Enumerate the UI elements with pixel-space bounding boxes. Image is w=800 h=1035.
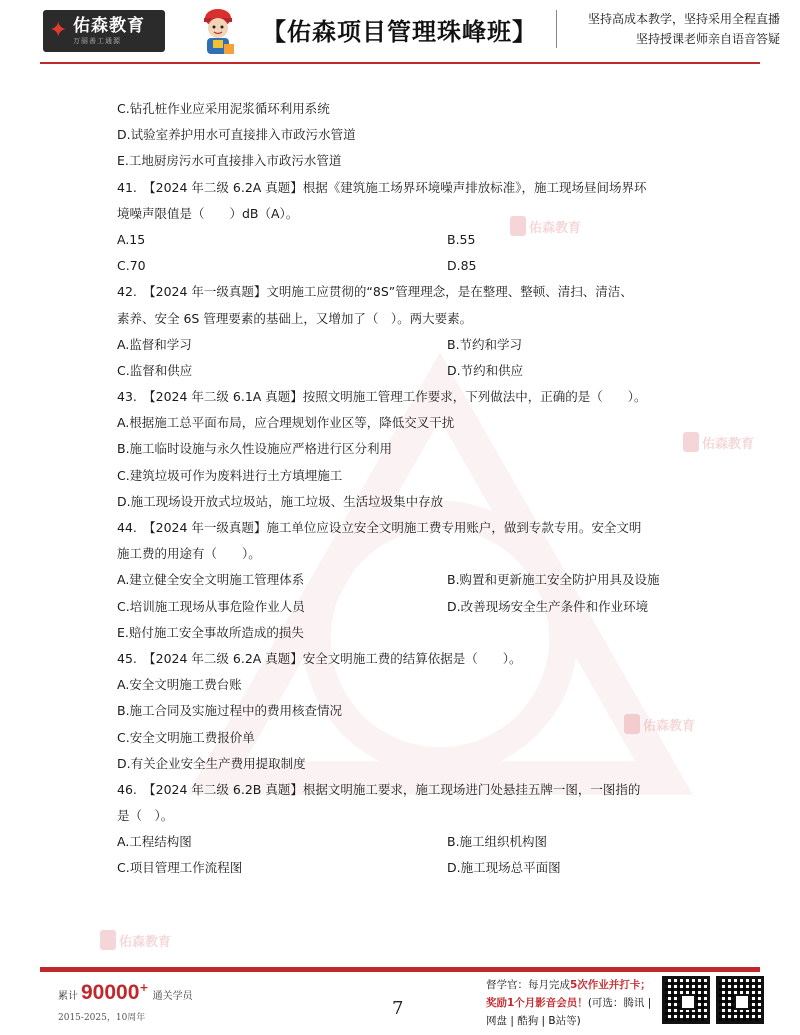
question-46-option-a: A.工程结构图 bbox=[117, 834, 192, 850]
stats-number: 90000 bbox=[81, 981, 140, 1004]
option-line: C.钻孔桩作业应采用泥浆循环利用系统 bbox=[117, 101, 330, 116]
promo-options: (可选：腾讯 | 网盘 | 酷狗 | B站等) bbox=[486, 997, 652, 1027]
question-41-option-d: D.85 bbox=[447, 258, 477, 274]
question-43-option-b: B.施工临时设施与永久性设施应严格进行区分利用 bbox=[117, 441, 393, 457]
question-44-options-row bbox=[117, 594, 687, 620]
question-43-stem: 43. 【2024 年二级 6.1A 真题】按照文明施工管理工作要求，下列做法中，正确的是（ ）。 bbox=[117, 389, 647, 405]
question-46-stem-cont: 是（ ）。 bbox=[117, 808, 174, 824]
question-44-option-a: A.建立健全安全文明施工管理体系 bbox=[117, 572, 305, 588]
footer-rule bbox=[40, 967, 760, 972]
question-46-option-d: D.施工现场总平面图 bbox=[447, 860, 561, 876]
logo-mark-icon: ✦ bbox=[49, 18, 68, 43]
question-41-stem: 41. 【2024 年二级 6.2A 真题】根据《建筑施工场界环境噪声排放标准》，施工现场昼间场界环 bbox=[117, 179, 647, 195]
question-44-option-e: E.赔付施工安全事故所造成的损失 bbox=[117, 624, 304, 640]
question-41-stem-cont: 境噪声限值是（ ）dB（A）。 bbox=[117, 205, 299, 221]
promo-reward: 奖励1个月影音会员！ bbox=[486, 997, 588, 1009]
question-44-option-c: C.培训施工现场从事危险作业人员 bbox=[117, 598, 305, 614]
footer-years: 2015-2025，10周年 bbox=[58, 1013, 146, 1023]
question-46-stem: 46. 【2024 年二级 6.2B 真题】根据文明施工要求，施工现场进门处悬挂五牌一图，一图指的 bbox=[117, 781, 641, 797]
stats-prefix: 累计 bbox=[58, 991, 78, 1002]
question-46-options-row bbox=[117, 855, 687, 881]
watermark-text: 佑森教育 bbox=[702, 436, 755, 452]
question-44-stem: 44. 【2024 年一级真题】施工单位应设立安全文明施工费专用账户，做到专款专用。安全文明 bbox=[117, 520, 642, 535]
question-42-option-c: C.监督和供应 bbox=[117, 362, 193, 378]
question-46-option-b: B.施工组织机构图 bbox=[447, 834, 548, 850]
question-45-stem: 45. 【2024 年二级 6.2A 真题】安全文明施工费的结算依据是（ ）。 bbox=[117, 650, 522, 666]
question-43-option-c: C.建筑垃圾可作为废料进行土方填埋施工 bbox=[117, 467, 343, 483]
question-45-option-a: A.安全文明施工费台账 bbox=[117, 677, 242, 693]
question-46-option-c: C.项目管理工作流程图 bbox=[117, 860, 243, 876]
logo-text bbox=[73, 16, 145, 46]
question-42-stem-cont: 素养、安全 6S 管理要素的基础上，又增加了（ ）。两大要素。 bbox=[117, 310, 473, 326]
question-42-options-row bbox=[117, 358, 687, 384]
watermark-text: 佑森教育 bbox=[643, 718, 696, 734]
promo-text: 督学官：每月完成 bbox=[486, 979, 570, 991]
promo-highlight: 5次作业并打卡； bbox=[570, 979, 651, 991]
question-44-option-b: B.购置和更新施工安全防护用具及设施 bbox=[447, 572, 660, 588]
brand-logo bbox=[43, 10, 165, 52]
qr-code-icon bbox=[716, 976, 764, 1024]
question-42-option-a: A.监督和学习 bbox=[117, 336, 192, 352]
question-46-options-row bbox=[117, 829, 687, 855]
header-slogan-1: 坚持高成本教学，坚持采用全程直播 bbox=[587, 12, 780, 26]
header-title: 【佑森项目管理珠峰班】 bbox=[262, 18, 537, 46]
footer-promo bbox=[486, 976, 661, 1030]
question-41-options-row bbox=[117, 253, 687, 279]
watermark-logo-icon bbox=[100, 930, 116, 950]
question-42-options-row bbox=[117, 332, 687, 358]
question-41-option-b: B.55 bbox=[447, 231, 476, 247]
option-line: E.工地厨房污水可直接排入市政污水管道 bbox=[117, 153, 342, 169]
question-content bbox=[117, 96, 687, 882]
watermark-text: 佑森教育 bbox=[529, 220, 582, 236]
question-43-option-d: D.施工现场设开放式垃圾站，施工垃圾、生活垃圾集中存放 bbox=[117, 493, 444, 509]
question-42-stem: 42. 【2024 年一级真题】文明施工应贯彻的“8S”管理理念，是在整理、整顿、清扫、清洁、 bbox=[117, 284, 633, 300]
question-42-option-b: B.节约和学习 bbox=[447, 336, 523, 352]
question-44-option-d: D.改善现场安全生产条件和作业环境 bbox=[447, 598, 649, 614]
header-slogan-2: 坚持授课老师亲自语音答疑 bbox=[635, 32, 780, 46]
question-41-option-c: C.70 bbox=[117, 258, 146, 274]
question-45-option-c: C.安全文明施工费报价单 bbox=[117, 729, 255, 745]
page-header bbox=[0, 0, 800, 62]
question-41-option-a: A.15 bbox=[117, 231, 146, 247]
watermark bbox=[683, 432, 754, 452]
question-45-option-d: D.有关企业安全生产费用提取制度 bbox=[117, 755, 306, 771]
footer-stats bbox=[58, 981, 193, 1005]
stats-plus: + bbox=[139, 981, 149, 994]
watermark bbox=[100, 930, 171, 950]
question-44-stem-cont: 施工费的用途有（ ）。 bbox=[117, 546, 261, 562]
logo-name: 佑森教育 bbox=[73, 16, 145, 36]
option-line: D.试验室养护用水可直接排入市政污水管道 bbox=[117, 127, 356, 143]
question-43-option-a: A.根据施工总平面布局，应合理规划作业区等，降低交叉干扰 bbox=[117, 415, 455, 431]
qr-code-icon bbox=[662, 976, 710, 1024]
question-41-options-row bbox=[117, 227, 687, 253]
question-45-option-b: B.施工合同及实施过程中的费用核查情况 bbox=[117, 703, 343, 719]
question-42-option-d: D.节约和供应 bbox=[447, 362, 524, 378]
stats-suffix: 通关学员 bbox=[152, 991, 193, 1002]
header-rule bbox=[40, 62, 760, 64]
watermark-text: 佑森教育 bbox=[119, 934, 172, 950]
mascot-icon bbox=[198, 6, 238, 58]
question-44-options-row bbox=[117, 567, 687, 593]
page-number: 7 bbox=[392, 998, 404, 1019]
logo-subtitle: 万丽善工通源 bbox=[73, 37, 121, 45]
